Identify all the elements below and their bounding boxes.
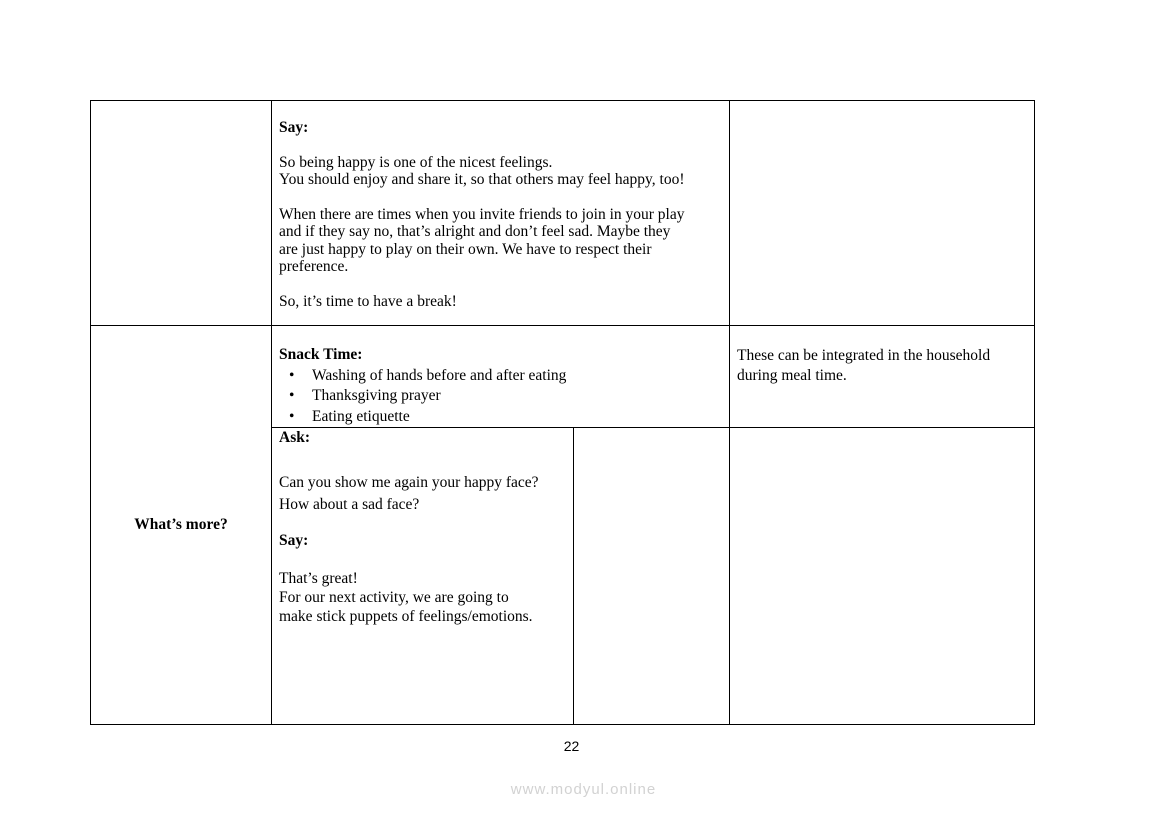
- text-line: That’s great!: [279, 570, 358, 587]
- text-line: during meal time.: [737, 367, 847, 384]
- page-number: 22: [563, 738, 580, 754]
- table-row: [91, 101, 1035, 326]
- text-line: So being happy is one of the nicest feelings.: [279, 153, 553, 171]
- snack-notes-cell: [730, 326, 1035, 428]
- text-line: These can be integrated in the household: [737, 347, 991, 364]
- list-item: • Eating etiquette: [289, 407, 410, 425]
- text-line: For our next activity, we are going to: [279, 589, 509, 606]
- text-line: When there are times when you invite friends to join in your play: [279, 205, 685, 223]
- empty-notes-cell: [730, 428, 1035, 725]
- text-line: Can you show me again your happy face?: [279, 473, 539, 491]
- row1-label-cell: [91, 101, 272, 326]
- empty-cell: [574, 428, 730, 725]
- lesson-table: [90, 100, 1035, 725]
- text-line: and if they say no, that’s alright and don’t feel sad. Maybe they: [279, 223, 671, 240]
- ask-heading: Ask:: [279, 429, 311, 446]
- section-label: What’s more?: [91, 326, 272, 725]
- text-line: preference.: [279, 258, 349, 275]
- say-heading: Say:: [279, 119, 309, 136]
- row1-content-cell: [272, 101, 730, 326]
- snack-cell: [272, 326, 730, 428]
- text-line: are just happy to play on their own. We have to respect their: [279, 240, 652, 258]
- watermark: www.modyul.online: [510, 781, 657, 798]
- say-heading: Say:: [279, 531, 309, 549]
- table-row: [91, 326, 1035, 428]
- text-line: make stick puppets of feelings/emotions.: [279, 608, 533, 625]
- list-item: • Washing of hands before and after eating: [289, 366, 567, 384]
- text-line: You should enjoy and share it, so that others may feel happy, too!: [279, 171, 685, 188]
- text-line: How about a sad face?: [279, 495, 420, 513]
- text-line: So, it’s time to have a break!: [279, 292, 457, 310]
- list-item: • Thanksgiving prayer: [289, 387, 441, 404]
- paragraph: [279, 206, 722, 276]
- snack-heading: Snack Time:: [279, 346, 363, 363]
- snack-list: [279, 366, 722, 428]
- row1-notes-cell: [730, 101, 1035, 326]
- ask-cell: [272, 428, 574, 725]
